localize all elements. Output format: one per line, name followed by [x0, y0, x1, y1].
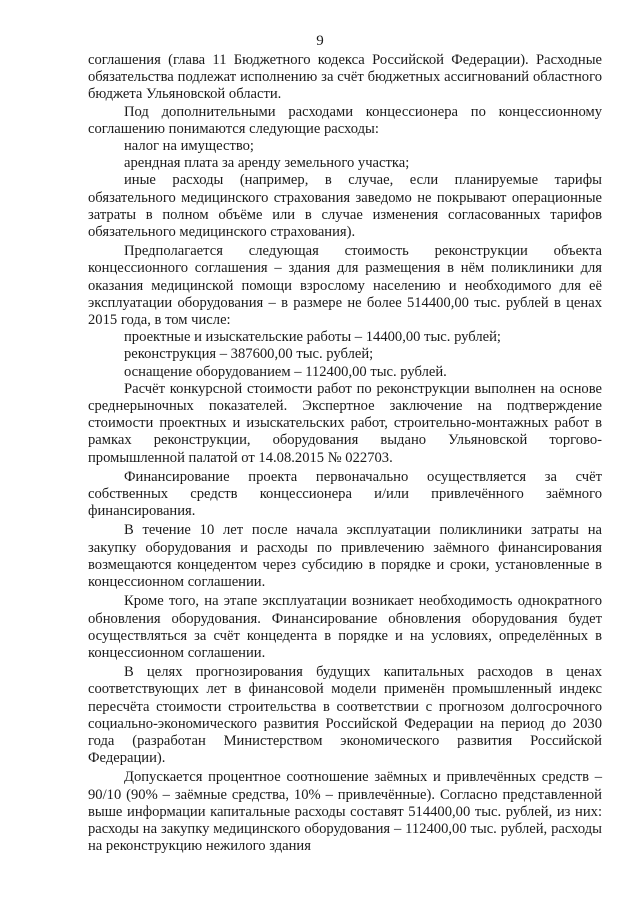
paragraph-cost-calculation: Расчёт конкурсной стоимости работ по реконструкции выполнен на основе среднерыночных показателей. Экспертное заключение на подтверждение стоимости проектных и изыскательских работ, строительно-монтажных работ в рамках реконструкции, оборудования выдано Ульяновской торгово-промышленной палатой от 14.08.2015 № 022703. — [88, 380, 602, 466]
list-item-land-rent: арендная плата за аренду земельного участка; — [124, 155, 410, 172]
paragraph-other-expenses: иные расходы (например, в случае, если планируемые тарифы обязательного медицинского страхования заведомо не покрывают операционные затраты в полном объёме или в случае изменения согласованных тарифов обязательного медицинского страхования). — [88, 172, 602, 241]
list-item-equipment: оснащение оборудованием – 112400,00 тыс. рублей. — [124, 363, 447, 380]
page-number: 9 — [316, 33, 324, 49]
list-item-reconstruction: реконструкция – 387600,00 тыс. рублей; — [124, 346, 374, 363]
paragraph-funding-ratio: Допускается процентное соотношение заёмных и привлечённых средств – 90/10 (90% – заёмные средства, 10% – привлечённые). Согласно представленной выше информации капитальные расходы составят 514400,00 тыс. рублей, из них: расходы на закупку медицинского оборудования – 112400,00 тыс. рублей, расходы на реконструкцию нежилого здания — [88, 769, 602, 855]
list-item-property-tax: налог на имущество; — [124, 138, 254, 155]
paragraph-budget-obligations: соглашения (глава 11 Бюджетного кодекса Российской Федерации). Расходные обязательства подлежат исполнению за счёт бюджетных ассигнований областного бюджета Ульяновской области. — [88, 52, 602, 103]
paragraph-reimbursement: В течение 10 лет после начала эксплуатации поликлиники затраты на закупку оборудования и расходы по привлечению заёмного финансирования возмещаются концедентом через субсидию в порядке и сроки, установленные в концессионном соглашении. — [88, 522, 602, 591]
paragraph-reconstruction-cost: Предполагается следующая стоимость реконструкции объекта концессионного соглашения – здания для размещения в нём поликлиники для оказания медицинской помощи взрослому населению и необходимого для её эксплуатации оборудования – в размере не более 514400,00 тыс. рублей в ценах 2015 года, в том числе: — [88, 243, 602, 329]
paragraph-additional-expenses-intro: Под дополнительными расходами концессионера по концессионному соглашению понимаются следующие расходы: — [88, 103, 602, 137]
paragraph-equipment-renewal: Кроме того, на этапе эксплуатации возникает необходимость однократного обновления оборудования. Финансирование обновления оборудования будет осуществляться за счёт концедента в порядке и на условиях, определённых в концессионном соглашении. — [88, 593, 602, 661]
list-item-design-works: проектные и изыскательские работы – 14400,00 тыс. рублей; — [124, 329, 501, 346]
document-body — [88, 52, 602, 855]
paragraph-forecast-index: В целях прогнозирования будущих капитальных расходов в ценах соответствующих лет в финансовой модели применён промышленный индекс пересчёта стоимости строительства в соответствии с прогнозом долгосрочного социально-экономического развития Российской Федерации на период до 2030 года (разработан Министерством экономического развития Российской Федерации). — [88, 664, 602, 767]
paragraph-financing: Финансирование проекта первоначально осуществляется за счёт собственных средств концессионера и/или привлечённого заёмного финансирования. — [88, 468, 602, 520]
